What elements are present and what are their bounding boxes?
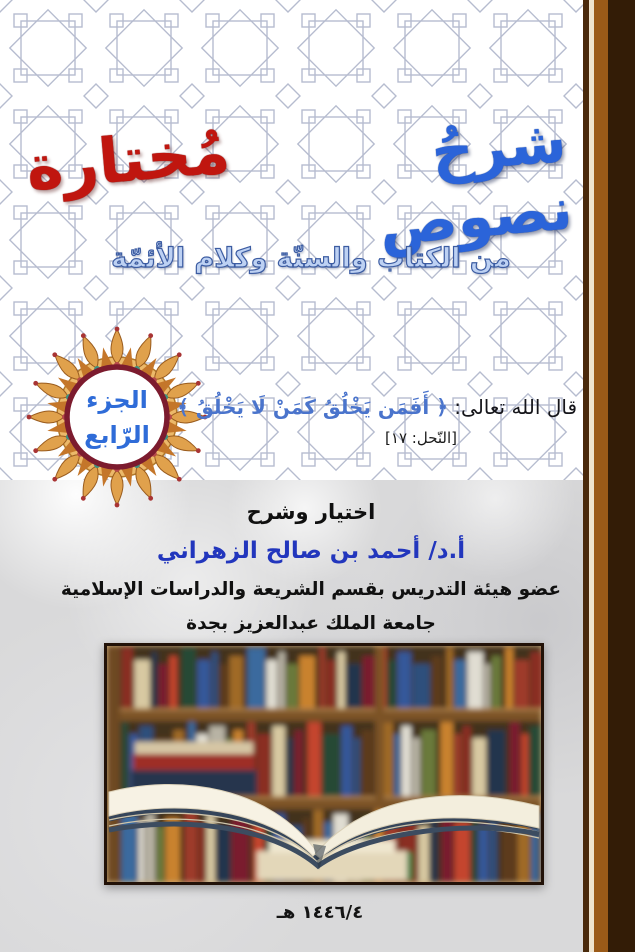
verse-text: ﴿ أَفَمَن يَخْلُقُ كَمَنْ لَا يَخْلُقُ ﴾ <box>177 395 448 419</box>
book-photo <box>104 643 544 885</box>
verse-reference: [النّحل: ١٧] <box>385 429 457 447</box>
book-title-accent: مُختارة <box>23 114 233 205</box>
verse-intro: قال الله تعالى: <box>447 395 577 419</box>
border-stripe-dark <box>608 0 635 952</box>
hijri-date: ١٤٤٦/٤ هـ <box>276 902 364 923</box>
book-subtitle: من الكتاب والسنّة وكلام الأئمّة <box>111 243 511 274</box>
byline-university: جامعة الملك عبدالعزيز بجدة <box>186 612 436 634</box>
border-stripe-mid <box>594 0 608 952</box>
byline-block <box>0 500 622 635</box>
byline-author: أ.د/ أحمد بن صالح الزهراني <box>156 538 466 565</box>
part-badge-line1: الجزء <box>86 385 148 414</box>
byline-affiliation: عضو هيئة التدريس بقسم الشريعة والدراسات الإسلامية <box>60 578 562 600</box>
photo-scene <box>107 646 541 882</box>
quran-verse-block <box>177 390 577 452</box>
book-title-main: شرحُ نصوص <box>376 106 575 260</box>
byline-role: اختيار وشرح <box>246 500 376 524</box>
part-badge-line2: الرّابع <box>84 420 150 449</box>
